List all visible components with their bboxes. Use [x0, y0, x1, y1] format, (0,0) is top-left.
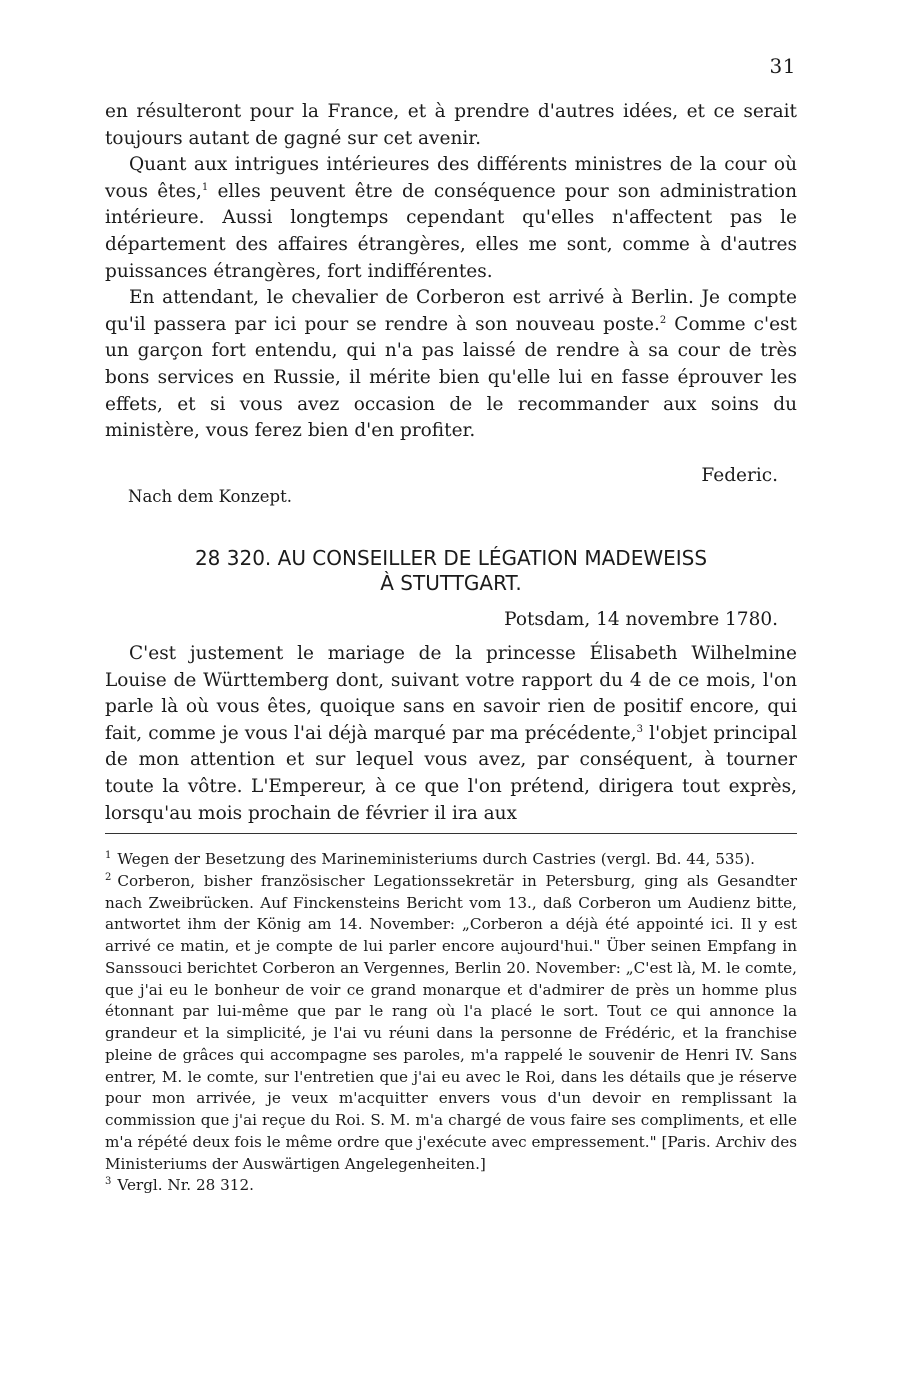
paragraph-text: l'objet principal de mon attention et sur lequel vous avez, par conséquent, à tourner toute la vôtre. L'Empereur, à ce que l'on prétend, dirigera tout exprès, lorsqu'au mois prochain de février il ira aux [105, 722, 797, 824]
footnotes [105, 849, 797, 1197]
paragraph [105, 152, 797, 285]
paragraph [105, 99, 797, 152]
footnote [105, 1175, 797, 1197]
paragraph-text: en résulteront pour la France, et à prendre d'autres idées, et ce serait toujours autant de gagné sur cet avenir. [105, 101, 797, 149]
place-date: Potsdam, 14 novembre 1780. [504, 609, 778, 630]
footnote-divider [105, 833, 797, 834]
page-number: 31 [769, 54, 796, 78]
paragraph [105, 285, 797, 445]
footnote-mark: 1 [105, 849, 112, 861]
footnote [105, 871, 797, 1176]
footnote-text: Wegen der Besetzung des Marineministeriums durch Castries (vergl. Bd. 44, 535). [117, 850, 755, 868]
footnote-reference: 1 [201, 181, 209, 193]
footnote [105, 849, 797, 871]
letter-body [105, 641, 797, 827]
letter-heading-line: 28 320. AU CONSEILLER DE LÉGATION MADEWEISS [194, 546, 708, 570]
paragraph-text: Quant aux intrigues intérieures des différents ministres de la cour où vous êtes, [105, 154, 797, 202]
paragraph-text: Comme c'est un garçon fort entendu, qui n'a pas laissé de rendre à sa cour de très bons services en Russie, il mérite bien qu'elle lui en fasse éprouver les effets, et si vous avez occasion de le recommander aux soins du ministère, vous ferez bien d'en profiter. [105, 313, 797, 442]
letter-continuation [105, 99, 797, 445]
source-note: Nach dem Konzept. [128, 487, 292, 506]
letter-heading-line: À STUTTGART. [380, 571, 522, 595]
paragraph-text: C'est justement le mariage de la princesse Élisabeth Wilhelmine Louise de Württemberg dont, suivant votre rapport du 4 de ce mois, l'on parle là où vous êtes, quoique sans en savoir rien de positif encore, qui fait, comme je vous l'ai déjà marqué par ma précédente, [105, 643, 797, 744]
paragraph-text: elles peuvent être de conséquence pour son administration intérieure. Aussi longtemps cependant qu'elles n'affectent pas le département des affaires étrangères, elles me sont, comme à d'autres puissances étrangères, fort indifférentes. [105, 180, 797, 282]
paragraph-text: En attendant, le chevalier de Corberon est arrivé à Berlin. Je compte qu'il passera par ici pour se rendre à son nouveau poste. [105, 287, 797, 335]
footnote-text: Corberon, bisher französischer Legationssekretär in Petersburg, ging als Gesandter nach Zweibrücken. Auf Finckensteins Bericht vom 13., daß Corberon um Audienz bitte, antwortet ihm der König am 14. November: „Corberon a déjà été appointé ici. Il y est arrivé ce matin, et je compte de lui parler encore aujourd'hui." Über seinen Empfang in Sanssouci berichtet Corberon an Vergennes, Berlin 20. November: „C'est là, M. le comte, que j'ai eu le bonheur de voir ce grand monarque et d'admirer de près un homme plus étonnant par lui-même que par le rang où l'a placé le sort. Tout ce qui annonce la grandeur et la simplicité, je l'ai vu réuni dans la personne de Frédéric, et la franchise pleine de grâces qui accompagne ses paroles, m'a rappelé le souvenir de Henri IV. Sans entrer, M. le comte, sur l'entretien que j'ai eu avec le Roi, dans les détails que je réserve pour mon arrivée, je veux m'acquitter envers vous d'un devoir en remplissant la commission que j'ai reçue du Roi. S. M. m'a chargé de vous faire ses compliments, et elle m'a répété deux fois le même ordre que j'exécute avec empressement." [Paris. Archiv des Ministeriums der Auswärtigen Angelegenheiten.] [105, 871, 797, 1173]
footnote-reference: 2 [659, 314, 667, 326]
letter-heading [105, 546, 797, 596]
signature: Federic. [701, 465, 778, 486]
footnote-mark: 3 [105, 1176, 112, 1188]
footnote-mark: 2 [105, 871, 112, 883]
footnote-text: Vergl. Nr. 28 312. [117, 1176, 254, 1195]
footnote-reference: 3 [636, 723, 643, 735]
paragraph [105, 641, 797, 827]
